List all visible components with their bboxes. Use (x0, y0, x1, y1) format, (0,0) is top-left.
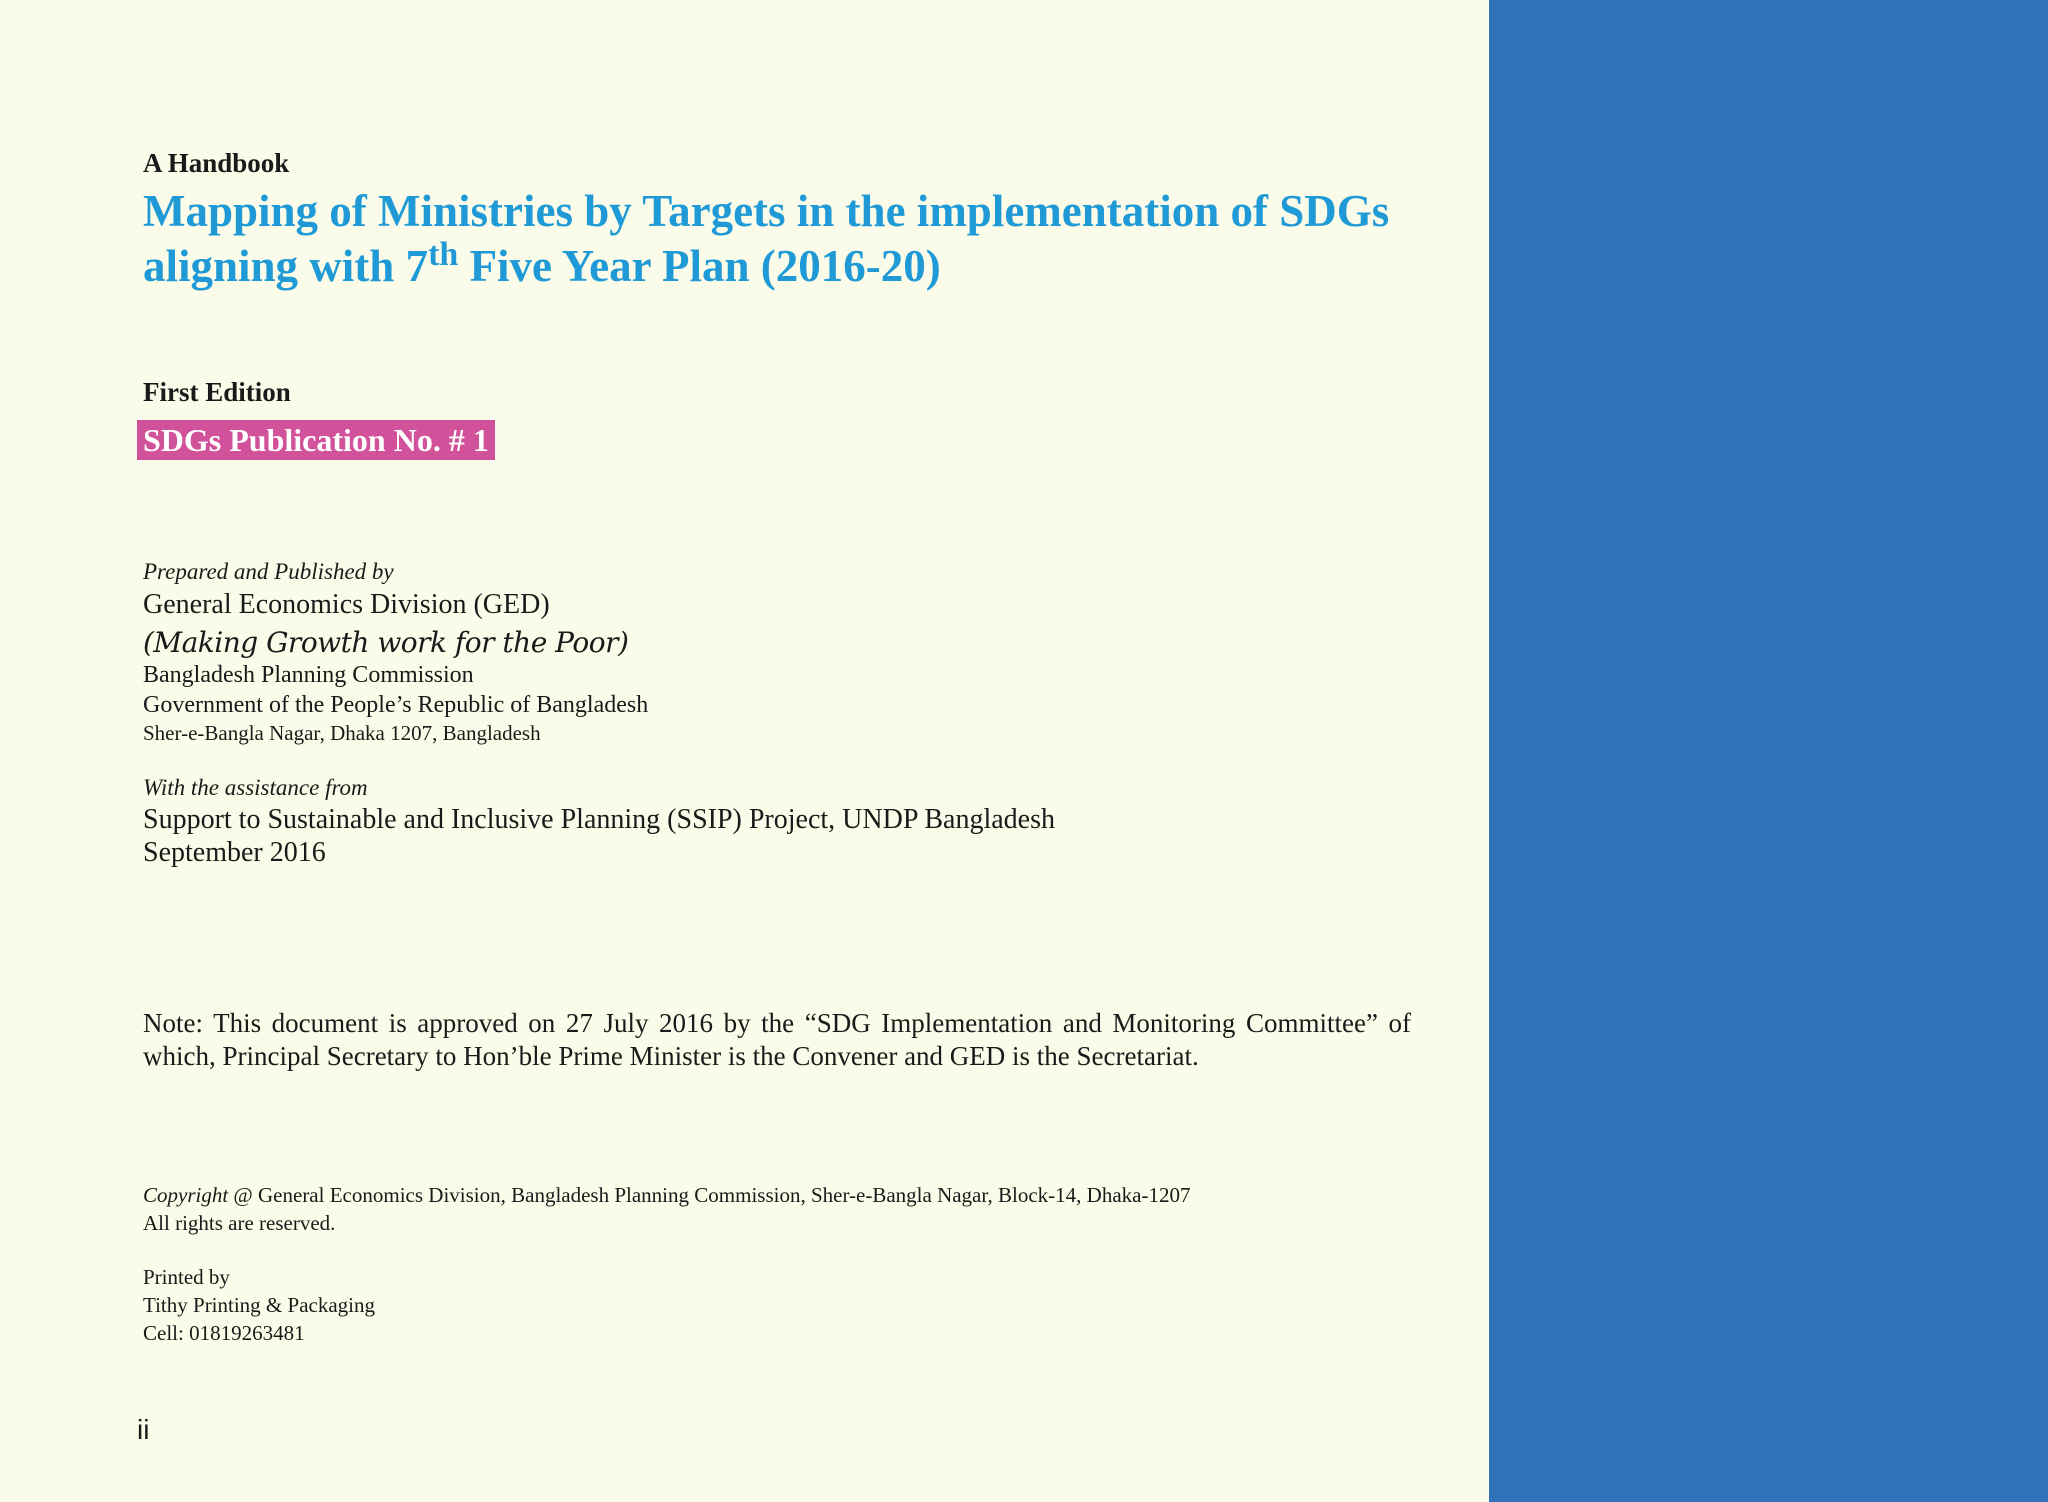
title-superscript: th (428, 236, 459, 273)
assistance-project: Support to Sustainable and Inclusive Planning (SSIP) Project, UNDP Bangladesh (143, 804, 1055, 835)
blue-side-panel (1489, 0, 2048, 1502)
copyright-word: Copyright (143, 1183, 229, 1207)
approval-note-line-1: Note: This document is approved on 27 July 2016 by the “SDG Implementation and Monitoring Committee” of (143, 1008, 1411, 1038)
approval-note-line-2: which, Principal Secretary to Hon’ble Prime Minister is the Convener and GED is the Secretariat. (143, 1041, 1199, 1071)
document-title (143, 184, 1389, 294)
publisher-address: Sher-e-Bangla Nagar, Dhaka 1207, Bangladesh (143, 721, 541, 745)
title-line-1: Mapping of Ministries by Targets in the implementation of SDGs (143, 186, 1390, 236)
publication-badge: SDGs Publication No. # 1 (137, 420, 495, 460)
printer-cell: Cell: 01819263481 (143, 1321, 305, 1345)
assistance-label: With the assistance from (143, 775, 368, 800)
printed-by-label: Printed by (143, 1265, 230, 1289)
publisher-government: Government of the People’s Republic of Bangladesh (143, 692, 649, 718)
approval-note (143, 1007, 1411, 1073)
copyright-line (143, 1181, 1190, 1209)
title-line-2-prefix: aligning with 7 (143, 241, 429, 291)
page-number: ii (137, 1414, 150, 1445)
rights-reserved: All rights are reserved. (143, 1211, 336, 1235)
publisher-commission: Bangladesh Planning Commission (143, 662, 474, 688)
prepared-by-label: Prepared and Published by (143, 559, 394, 584)
publisher-division: General Economics Division (GED) (143, 589, 550, 620)
publisher-tagline: (Making Growth work for the Poor) (143, 626, 629, 659)
title-line-2 (143, 236, 1389, 294)
handbook-label: A Handbook (143, 148, 290, 178)
publication-date: September 2016 (143, 837, 326, 868)
edition-label: First Edition (143, 377, 291, 407)
printer-name: Tithy Printing & Packaging (143, 1293, 375, 1317)
copyright-text: @ General Economics Division, Bangladesh Planning Commission, Sher-e-Bangla Nagar, Block-14, Dhaka-1207 (228, 1183, 1191, 1207)
title-line-2-suffix: Five Year Plan (2016-20) (458, 241, 941, 291)
